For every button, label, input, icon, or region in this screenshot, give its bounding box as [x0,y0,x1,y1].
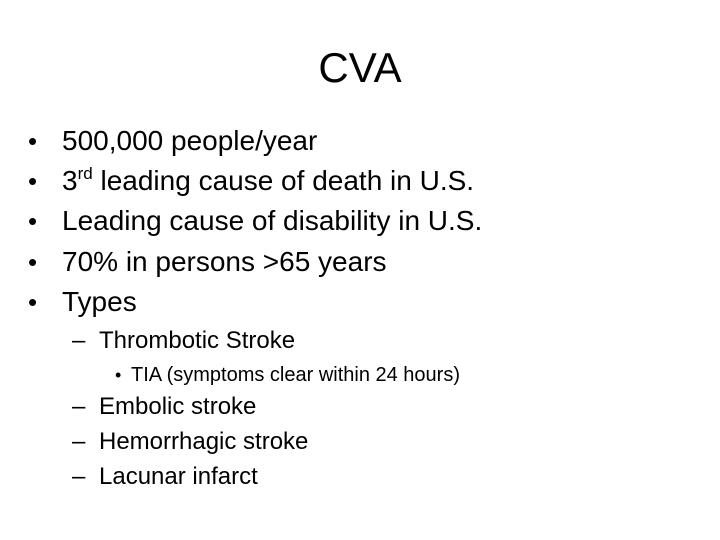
bullet-item [28,164,474,202]
bullet-icon: • [28,126,38,156]
bullet-text: Leading cause of disability in U.S. [62,205,483,236]
dash-icon: – [72,428,86,455]
bullet-item [28,245,387,279]
bullet-text-prefix: 3 [62,165,78,196]
bullet-text: leading cause of death in U.S. [92,165,475,196]
sub-bullet-item [72,326,295,356]
sub-bullet-item [72,392,256,422]
dash-icon: – [72,393,86,420]
sub-bullet-text: Hemorrhagic stroke [99,428,309,455]
sub-sub-bullet-item [115,362,460,388]
bullet-icon: • [28,206,38,236]
bullet-item [28,124,317,158]
sub-bullet-text: Thrombotic Stroke [99,327,296,354]
bullet-item [28,204,482,238]
sub-sub-bullet-text: TIA (symptoms clear within 24 hours) [131,364,460,386]
bullet-text-superscript: rd [77,164,93,183]
bullet-text: 500,000 people/year [62,125,318,156]
bullet-icon: • [28,247,38,277]
bullet-text: Types [62,286,137,317]
sub-bullet-item [72,462,258,492]
sub-bullet-item [72,427,308,457]
dash-icon: – [72,463,86,490]
bullet-icon: • [28,287,38,317]
slide-title: CVA [318,44,402,91]
sub-bullet-text: Lacunar infarct [99,463,258,490]
bullet-icon: • [28,166,38,196]
sub-bullet-text: Embolic stroke [99,393,257,420]
bullet-icon: • [115,365,122,385]
bullet-item [28,285,137,319]
bullet-text: 70% in persons >65 years [62,246,387,277]
dash-icon: – [72,327,86,354]
